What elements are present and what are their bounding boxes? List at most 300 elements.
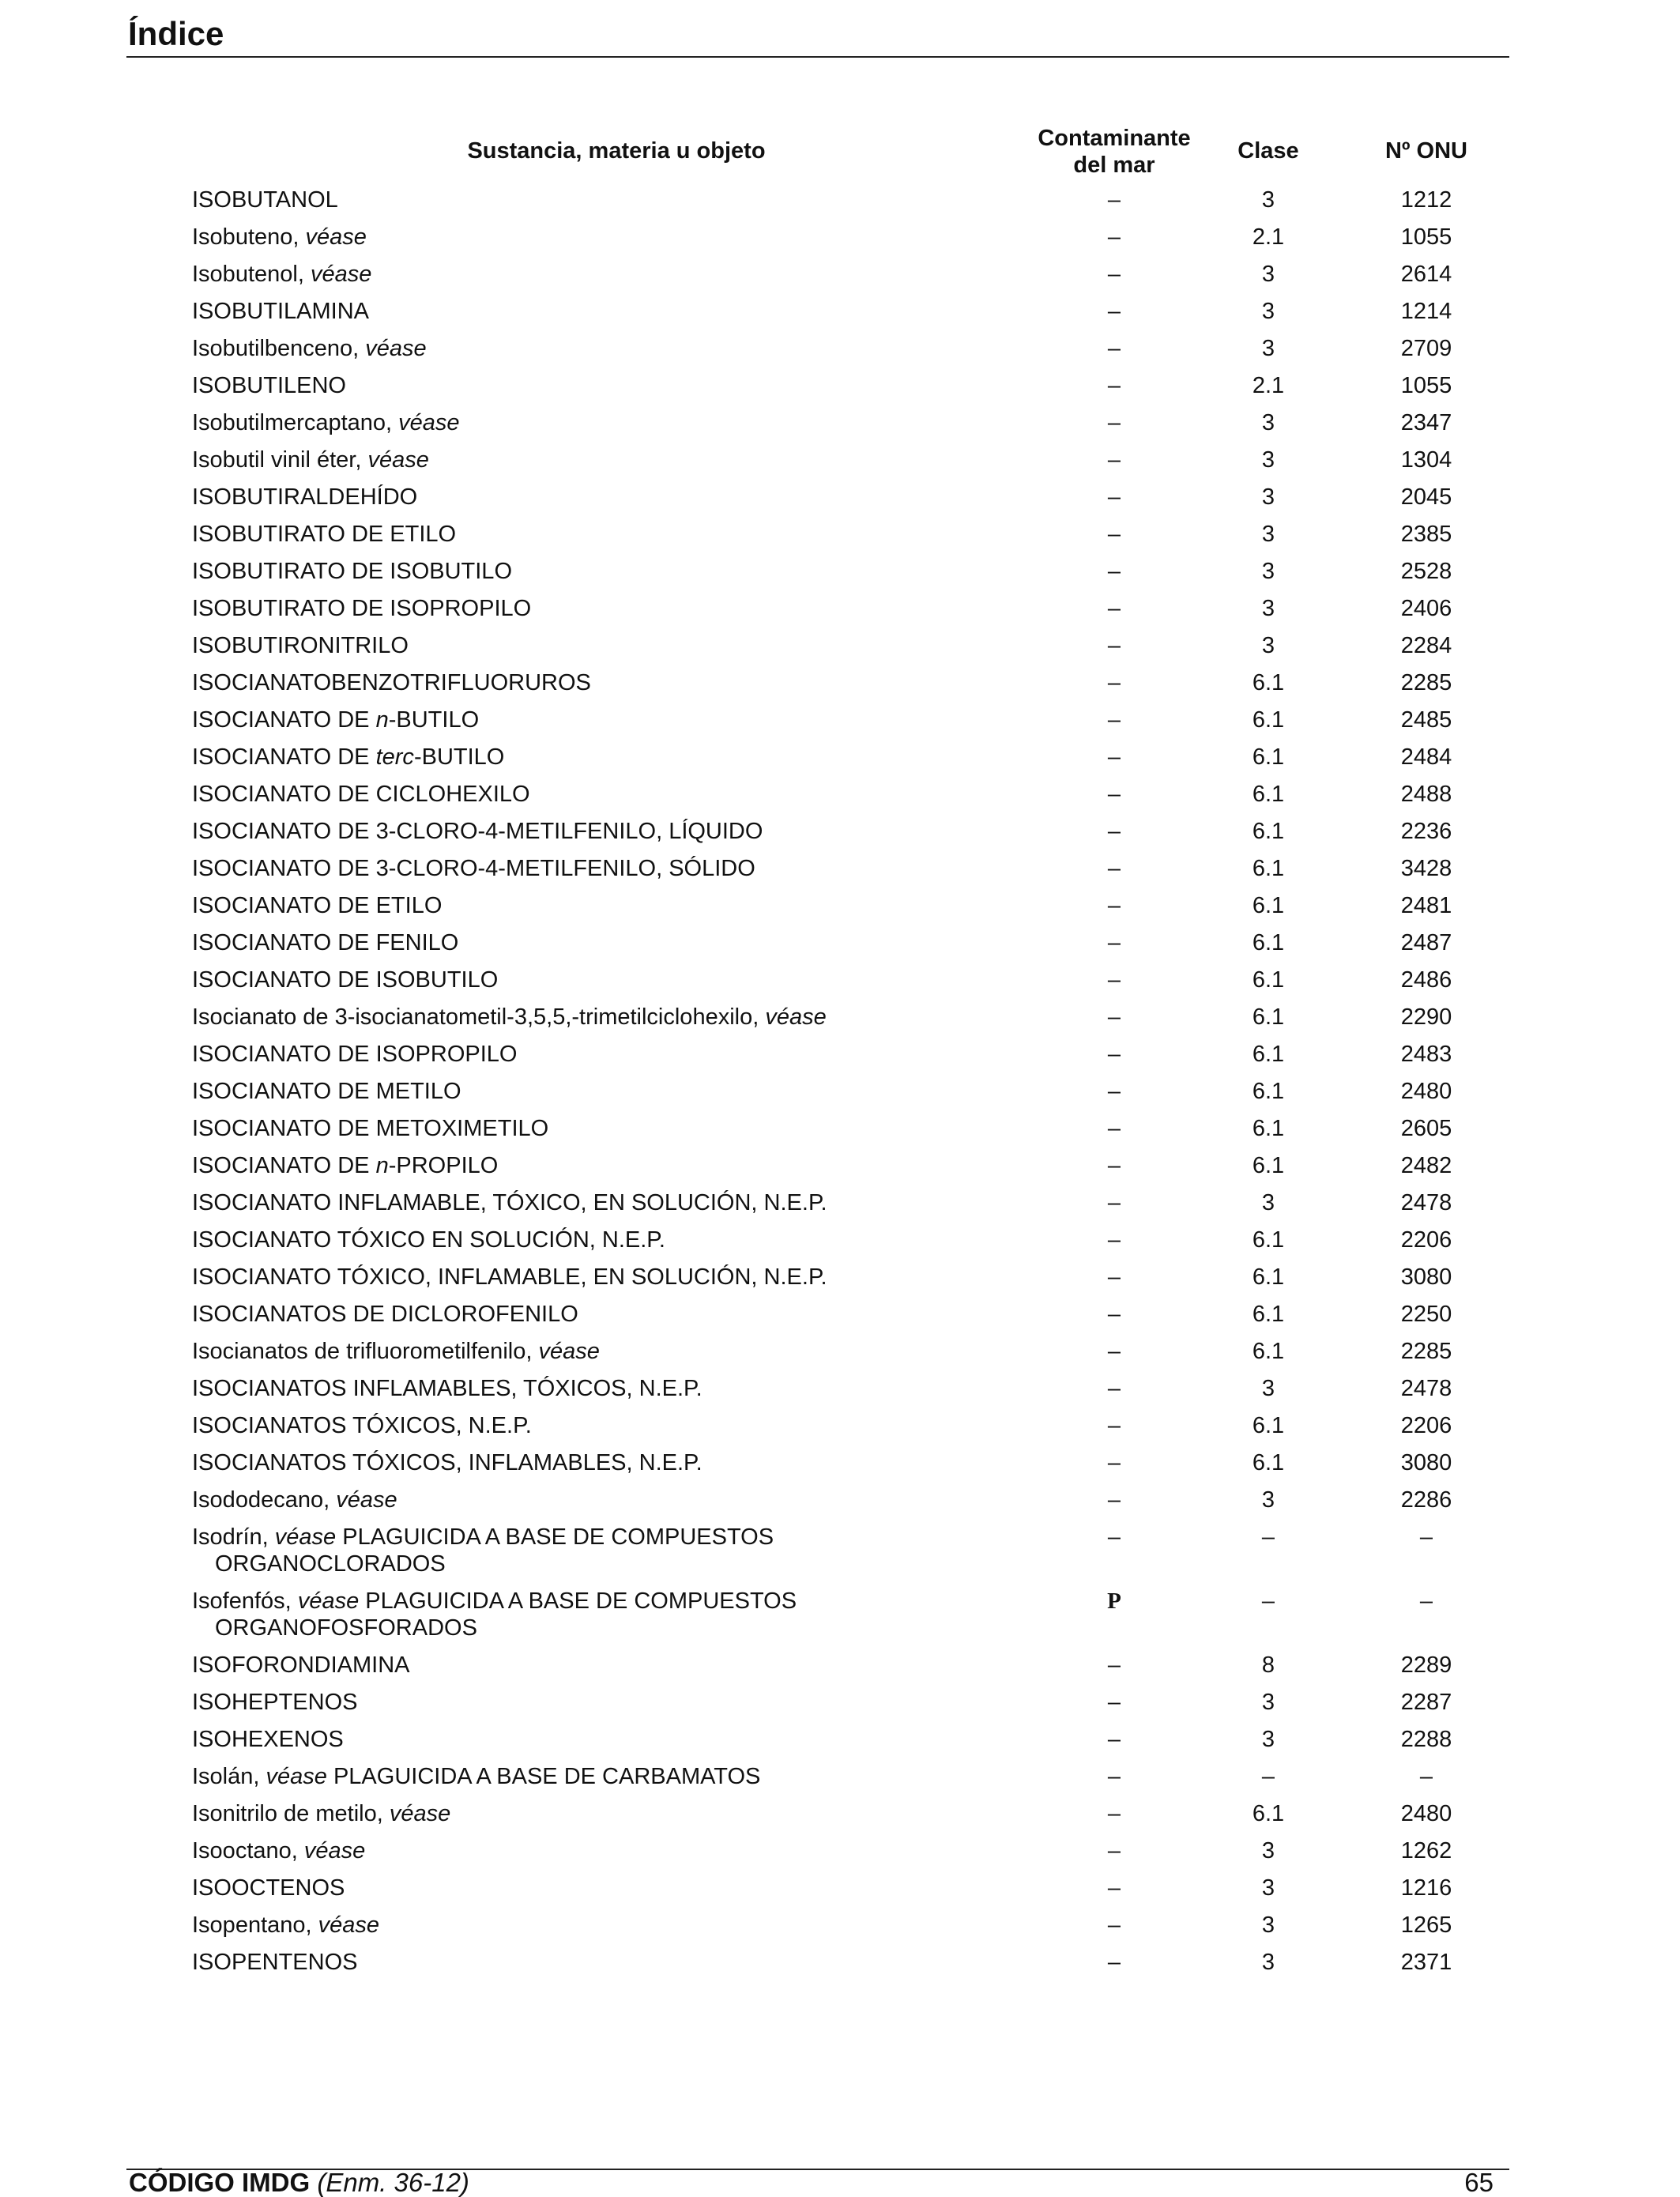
substance-name-text: ISOBUTILENO — [192, 373, 346, 398]
substance-name-text: ISOFORONDIAMINA — [192, 1652, 410, 1678]
marine-pollutant-cell: – — [1107, 1376, 1121, 1401]
un-number-cell: 1262 — [1400, 1838, 1452, 1863]
class-cell: 6.1 — [1252, 1413, 1285, 1438]
footer-code-name: CÓDIGO IMDG — [129, 2168, 311, 2197]
substance-name-text: ISOOCTENOS — [192, 1875, 345, 1901]
un-number-cell: 2481 — [1400, 893, 1452, 918]
table-row — [0, 1760, 1680, 1797]
column-header-pollutant — [1019, 125, 1209, 179]
class-cell: 3 — [1261, 1838, 1275, 1863]
un-number-cell: 2486 — [1400, 967, 1452, 993]
table-row — [0, 926, 1680, 963]
substance-name-suffix: PLAGUICIDA A BASE DE COMPUESTOS — [359, 1588, 797, 1614]
substance-name-italic: véase — [297, 1588, 360, 1614]
substance-name — [192, 335, 1014, 362]
column-header-substance: Sustancia, materia u objeto — [467, 138, 766, 164]
substance-name-suffix: PLAGUICIDA A BASE DE COMPUESTOS — [336, 1524, 774, 1550]
class-cell: 3 — [1261, 299, 1275, 324]
class-cell: 3 — [1261, 484, 1275, 510]
un-number-cell: 2045 — [1400, 484, 1452, 510]
substance-name-italic: véase — [398, 410, 460, 435]
marine-pollutant-cell: – — [1107, 299, 1121, 324]
substance-name-suffix: -BUTILO — [388, 707, 480, 733]
un-number-cell: 2485 — [1400, 707, 1452, 733]
table-row — [0, 1223, 1680, 1261]
class-cell: 6.1 — [1252, 744, 1285, 770]
table-row — [0, 629, 1680, 666]
un-number-cell: 2484 — [1400, 744, 1452, 770]
marine-pollutant-cell: – — [1107, 262, 1121, 287]
class-cell: 6.1 — [1252, 670, 1285, 695]
marine-pollutant-cell: – — [1107, 1690, 1121, 1715]
marine-pollutant-cell: – — [1107, 1912, 1121, 1938]
table-row — [0, 1649, 1680, 1686]
substance-name-text: ISOHEXENOS — [192, 1727, 344, 1752]
table-row — [0, 1409, 1680, 1446]
marine-pollutant-cell: – — [1107, 1838, 1121, 1863]
table-row — [0, 1446, 1680, 1483]
class-cell: 6.1 — [1252, 856, 1285, 881]
marine-pollutant-cell: – — [1107, 484, 1121, 510]
footer-amendment: (Enm. 36-12) — [317, 2168, 469, 2197]
marine-pollutant-cell: – — [1107, 1004, 1121, 1030]
un-number-cell: 2236 — [1400, 819, 1452, 844]
substance-name-italic: véase — [310, 262, 372, 287]
substance-name — [192, 632, 1014, 659]
class-cell: 3 — [1261, 1912, 1275, 1938]
class-cell: 3 — [1261, 336, 1275, 361]
class-cell: – — [1261, 1588, 1275, 1614]
un-number-cell: 2480 — [1400, 1079, 1452, 1104]
substance-name-text: ISOCIANATOS INFLAMABLES, TÓXICOS, N.E.P. — [192, 1376, 703, 1401]
substance-name-text: ISOCIANATO DE ISOBUTILO — [192, 967, 499, 993]
substance-name-italic: n — [375, 707, 389, 733]
marine-pollutant-cell: – — [1107, 1264, 1121, 1290]
un-number-cell: 2385 — [1400, 522, 1452, 547]
substance-name-text: ISOCIANATO DE FENILO — [192, 930, 459, 955]
table-row — [0, 369, 1680, 406]
substance-name — [192, 1449, 1014, 1476]
substance-name — [192, 187, 1014, 213]
table-row — [0, 740, 1680, 778]
marine-pollutant-cell: – — [1107, 856, 1121, 881]
un-number-cell: 1265 — [1400, 1912, 1452, 1938]
table-row — [0, 1038, 1680, 1075]
table-row — [0, 1585, 1680, 1649]
substance-name-text: ISOBUTIRATO DE ISOBUTILO — [192, 559, 512, 584]
substance-name-text: Isododecano, — [192, 1487, 337, 1513]
table-row — [0, 852, 1680, 889]
class-cell: 8 — [1261, 1652, 1275, 1678]
class-cell: 6.1 — [1252, 1339, 1285, 1364]
substance-name-text: ISOCIANATOS DE DICLOROFENILO — [192, 1302, 578, 1327]
table-row — [0, 889, 1680, 926]
un-number-cell: 1212 — [1400, 187, 1452, 213]
marine-pollutant-cell: – — [1107, 336, 1121, 361]
substance-name-text: ISOCIANATO DE 3-CLORO-4-METILFENILO, SÓLIDO — [192, 856, 755, 881]
substance-name-italic: véase — [305, 224, 367, 250]
marine-pollutant-cell: – — [1107, 967, 1121, 993]
substance-name — [192, 1115, 1014, 1142]
un-number-cell: 2614 — [1400, 262, 1452, 287]
substance-name — [192, 372, 1014, 399]
table-row — [0, 1909, 1680, 1946]
substance-name-text: ISOCIANATOBENZOTRIFLUORUROS — [192, 670, 591, 695]
class-cell: 6.1 — [1252, 1264, 1285, 1290]
class-cell: 2.1 — [1252, 373, 1285, 398]
un-number-cell: 2287 — [1400, 1690, 1452, 1715]
un-number-cell: 2290 — [1400, 1004, 1452, 1030]
table-row — [0, 555, 1680, 592]
substance-name — [192, 1949, 1014, 1976]
un-number-cell: 3080 — [1400, 1450, 1452, 1475]
marine-pollutant-cell: – — [1107, 224, 1121, 250]
marine-pollutant-cell: – — [1107, 1764, 1121, 1789]
page-number: 65 — [1464, 2168, 1494, 2197]
class-cell: 6.1 — [1252, 1004, 1285, 1030]
substance-name-text: ISOBUTIRONITRILO — [192, 633, 409, 658]
substance-name-text: ISOBUTIRATO DE ISOPROPILO — [192, 596, 532, 621]
substance-name-text: Isonitrilo de metilo, — [192, 1801, 390, 1826]
substance-name-suffix: -BUTILO — [413, 744, 505, 770]
marine-pollutant-cell: – — [1107, 930, 1121, 955]
substance-name-italic: véase — [318, 1912, 380, 1938]
substance-name-text: Isopentano, — [192, 1912, 318, 1938]
table-row — [0, 815, 1680, 852]
un-number-cell: 2285 — [1400, 670, 1452, 695]
substance-name — [192, 1078, 1014, 1105]
substance-name-text: ISOCIANATO DE — [192, 1153, 376, 1178]
substance-name-text: ISOCIANATO TÓXICO, INFLAMABLE, EN SOLUCIÓN, N.E.P. — [192, 1264, 827, 1290]
class-cell: 3 — [1261, 559, 1275, 584]
class-cell: 6.1 — [1252, 1042, 1285, 1067]
substance-name — [192, 1524, 1014, 1577]
substance-name-text: ISOCIANATO DE ISOPROPILO — [192, 1042, 518, 1067]
table-row — [0, 1797, 1680, 1834]
substance-name — [192, 1412, 1014, 1439]
substance-name-italic: véase — [303, 1838, 366, 1863]
table-row — [0, 1686, 1680, 1723]
table-row — [0, 1112, 1680, 1149]
class-cell: 3 — [1261, 1690, 1275, 1715]
table-row — [0, 1001, 1680, 1038]
un-number-cell: 2284 — [1400, 633, 1452, 658]
marine-pollutant-cell: – — [1107, 559, 1121, 584]
substance-name — [192, 1301, 1014, 1328]
un-number-cell: 1055 — [1400, 373, 1452, 398]
class-cell: 3 — [1261, 262, 1275, 287]
substance-name-suffix: PLAGUICIDA A BASE DE CARBAMATOS — [326, 1764, 761, 1789]
marine-pollutant-cell: – — [1107, 1042, 1121, 1067]
un-number-cell: 2528 — [1400, 559, 1452, 584]
header-rule — [126, 56, 1509, 58]
marine-pollutant-cell: – — [1107, 1227, 1121, 1253]
un-number-cell: – — [1419, 1764, 1433, 1789]
substance-name — [192, 1338, 1014, 1365]
substance-name-text: Isobutenol, — [192, 262, 311, 287]
substance-name — [192, 1041, 1014, 1068]
class-cell: 3 — [1261, 447, 1275, 473]
substance-name — [192, 224, 1014, 251]
marine-pollutant-cell: – — [1107, 744, 1121, 770]
table-row — [0, 1871, 1680, 1909]
un-number-cell: 2487 — [1400, 930, 1452, 955]
class-cell: 6.1 — [1252, 930, 1285, 955]
un-number-cell: 2483 — [1400, 1042, 1452, 1067]
substance-name-italic: véase — [365, 336, 427, 361]
substance-name-text: ISOBUTIRALDEHÍDO — [192, 484, 418, 510]
substance-name — [192, 298, 1014, 325]
un-number-cell: 2488 — [1400, 782, 1452, 807]
substance-name — [192, 1004, 1014, 1031]
substance-name-text: ISOCIANATO DE METOXIMETILO — [192, 1116, 549, 1141]
substance-name-text: Isooctano, — [192, 1838, 304, 1863]
un-number-cell: 2285 — [1400, 1339, 1452, 1364]
table-row — [0, 592, 1680, 629]
substance-name-text: ISOCIANATOS TÓXICOS, N.E.P. — [192, 1413, 532, 1438]
substance-name — [192, 484, 1014, 511]
class-cell: 3 — [1261, 1875, 1275, 1901]
class-cell: 6.1 — [1252, 893, 1285, 918]
table-row — [0, 1335, 1680, 1372]
un-number-cell: 2605 — [1400, 1116, 1452, 1141]
class-cell: 3 — [1261, 1190, 1275, 1215]
substance-name — [192, 1487, 1014, 1513]
un-number-cell: 1304 — [1400, 447, 1452, 473]
marine-pollutant-cell: – — [1107, 633, 1121, 658]
marine-pollutant-cell: – — [1107, 1801, 1121, 1826]
substance-name-text: ISOCIANATOS TÓXICOS, INFLAMABLES, N.E.P. — [192, 1450, 703, 1475]
class-cell: 6.1 — [1252, 1302, 1285, 1327]
class-cell: 6.1 — [1252, 819, 1285, 844]
table-row — [0, 703, 1680, 740]
marine-pollutant-cell: – — [1107, 1116, 1121, 1141]
substance-name — [192, 447, 1014, 473]
substance-name-text: ISOCIANATO DE 3-CLORO-4-METILFENILO, LÍQUIDO — [192, 819, 763, 844]
marine-pollutant-cell: – — [1107, 819, 1121, 844]
substance-name-italic: véase — [336, 1487, 397, 1513]
un-number-cell: 2286 — [1400, 1487, 1452, 1513]
table-row — [0, 220, 1680, 258]
substance-name-italic: n — [375, 1153, 389, 1178]
substance-name-text: Isobutilmercaptano, — [192, 410, 399, 435]
table-row — [0, 1723, 1680, 1760]
table-row — [0, 963, 1680, 1001]
marine-pollutant-cell: – — [1107, 1487, 1121, 1513]
column-header-pollutant-line1: Contaminante — [1038, 126, 1191, 151]
marine-pollutant-cell: – — [1107, 1079, 1121, 1104]
table-row — [0, 666, 1680, 703]
un-number-cell: 3428 — [1400, 856, 1452, 881]
un-number-cell: 2206 — [1400, 1227, 1452, 1253]
un-number-cell: 2347 — [1400, 410, 1452, 435]
class-cell: 3 — [1261, 596, 1275, 621]
substance-name — [192, 855, 1014, 882]
table-row — [0, 1483, 1680, 1521]
class-cell: 6.1 — [1252, 1079, 1285, 1104]
marine-pollutant-cell: – — [1107, 447, 1121, 473]
table-row — [0, 1261, 1680, 1298]
substance-name-text: ISOCIANATO DE METILO — [192, 1079, 461, 1104]
substance-name — [192, 929, 1014, 956]
substance-name-continuation: ORGANOCLORADOS — [215, 1551, 446, 1577]
un-number-cell: 2250 — [1400, 1302, 1452, 1327]
substance-name — [192, 781, 1014, 808]
un-number-cell: 2478 — [1400, 1376, 1452, 1401]
substance-name-italic: véase — [367, 447, 429, 473]
marine-pollutant-cell: – — [1107, 670, 1121, 695]
page-title: Índice — [128, 15, 224, 52]
table-row — [0, 1298, 1680, 1335]
marine-pollutant-cell: – — [1107, 1302, 1121, 1327]
table-row — [0, 480, 1680, 518]
un-number-cell: 2406 — [1400, 596, 1452, 621]
substance-name-italic: véase — [538, 1339, 600, 1364]
class-cell: 3 — [1261, 187, 1275, 213]
class-cell: 3 — [1261, 1950, 1275, 1975]
class-cell: 3 — [1261, 1487, 1275, 1513]
substance-name-text: Isolán, — [192, 1764, 266, 1789]
marine-pollutant-cell: – — [1107, 1875, 1121, 1901]
substance-name-text: Isocianato de 3-isocianatometil-3,5,5,-trimetilciclohexilo, — [192, 1004, 766, 1030]
substance-name-text: ISOBUTILAMINA — [192, 299, 369, 324]
substance-name-text: Isobutil vinil éter, — [192, 447, 368, 473]
substance-name-text: ISOBUTIRATO DE ETILO — [192, 522, 457, 547]
un-number-cell: 2288 — [1400, 1727, 1452, 1752]
substance-name — [192, 818, 1014, 845]
un-number-cell: 1055 — [1400, 224, 1452, 250]
un-number-cell: 2371 — [1400, 1950, 1452, 1975]
substance-name-text: ISOPENTENOS — [192, 1950, 358, 1975]
un-number-cell: 1216 — [1400, 1875, 1452, 1901]
substance-name — [192, 1912, 1014, 1939]
substance-name — [192, 669, 1014, 696]
class-cell: 6.1 — [1252, 1801, 1285, 1826]
substance-name-italic: véase — [274, 1524, 337, 1550]
marine-pollutant-cell: – — [1107, 707, 1121, 733]
table-row — [0, 443, 1680, 480]
table-row — [0, 1186, 1680, 1223]
substance-name-text: ISOCIANATO TÓXICO EN SOLUCIÓN, N.E.P. — [192, 1227, 665, 1253]
class-cell: – — [1261, 1764, 1275, 1789]
marine-pollutant-cell: – — [1107, 1524, 1121, 1550]
un-number-cell: 2482 — [1400, 1153, 1452, 1178]
marine-pollutant-cell: – — [1107, 1652, 1121, 1678]
substance-name — [192, 261, 1014, 288]
substance-name-text: Isocianatos de trifluorometilfenilo, — [192, 1339, 539, 1364]
substance-name — [192, 1875, 1014, 1901]
substance-name-italic: véase — [765, 1004, 827, 1030]
substance-name — [192, 409, 1014, 436]
substance-name — [192, 595, 1014, 622]
substance-name — [192, 1588, 1014, 1641]
class-cell: 6.1 — [1252, 1116, 1285, 1141]
marine-pollutant-cell: – — [1107, 1950, 1121, 1975]
column-header-pollutant-line2: del mar — [1073, 153, 1155, 178]
substance-name-italic: terc — [375, 744, 414, 770]
marine-pollutant-cell: – — [1107, 1413, 1121, 1438]
table-row — [0, 1834, 1680, 1871]
table-row — [0, 1521, 1680, 1585]
marine-pollutant-cell: – — [1107, 1727, 1121, 1752]
class-cell: 2.1 — [1252, 224, 1285, 250]
marine-pollutant-cell: – — [1107, 1339, 1121, 1364]
substance-name-suffix: -PROPILO — [388, 1153, 499, 1178]
substance-name-text: Isobuteno, — [192, 224, 306, 250]
table-row — [0, 183, 1680, 220]
class-cell: 6.1 — [1252, 1450, 1285, 1475]
substance-name-text: Isodrín, — [192, 1524, 275, 1550]
substance-name — [192, 1375, 1014, 1402]
un-number-cell: 2289 — [1400, 1652, 1452, 1678]
table-row — [0, 406, 1680, 443]
substance-name-text: ISOCIANATO INFLAMABLE, TÓXICO, EN SOLUCIÓN, N.E.P. — [192, 1190, 827, 1215]
table-row — [0, 518, 1680, 555]
substance-name-text: ISOCIANATO DE CICLOHEXILO — [192, 782, 530, 807]
table-row — [0, 1149, 1680, 1186]
substance-name — [192, 1800, 1014, 1827]
un-number-cell: 1214 — [1400, 299, 1452, 324]
substance-name — [192, 1763, 1014, 1790]
table-row — [0, 1946, 1680, 1983]
substance-name-italic: véase — [266, 1764, 327, 1789]
table-row — [0, 295, 1680, 332]
class-cell: 3 — [1261, 1727, 1275, 1752]
un-number-cell: 2709 — [1400, 336, 1452, 361]
marine-pollutant-cell: – — [1107, 1153, 1121, 1178]
table-row — [0, 332, 1680, 369]
class-cell: 6.1 — [1252, 1153, 1285, 1178]
un-number-cell: 3080 — [1400, 1264, 1452, 1290]
marine-pollutant-cell: – — [1107, 373, 1121, 398]
marine-pollutant-cell: – — [1107, 596, 1121, 621]
column-header-un-number: Nº ONU — [1384, 138, 1468, 164]
un-number-cell: 2478 — [1400, 1190, 1452, 1215]
substance-name — [192, 1189, 1014, 1216]
marine-pollutant-cell: – — [1107, 782, 1121, 807]
class-cell: 6.1 — [1252, 967, 1285, 993]
table-row — [0, 778, 1680, 815]
class-cell: 6.1 — [1252, 707, 1285, 733]
substance-name-italic: véase — [389, 1801, 451, 1826]
marine-pollutant-cell: – — [1107, 1190, 1121, 1215]
marine-pollutant-cell: P — [1107, 1588, 1121, 1614]
substance-name-continuation: ORGANOFOSFORADOS — [215, 1615, 477, 1641]
substance-name-text: Isobutilbenceno, — [192, 336, 366, 361]
class-cell: 6.1 — [1252, 782, 1285, 807]
substance-name — [192, 521, 1014, 548]
class-cell: 6.1 — [1252, 1227, 1285, 1253]
marine-pollutant-cell: – — [1107, 187, 1121, 213]
substance-name — [192, 967, 1014, 993]
class-cell: – — [1261, 1524, 1275, 1550]
substance-name — [192, 1652, 1014, 1679]
marine-pollutant-cell: – — [1107, 410, 1121, 435]
substance-name — [192, 1152, 1014, 1179]
class-cell: 3 — [1261, 410, 1275, 435]
marine-pollutant-cell: – — [1107, 893, 1121, 918]
class-cell: 3 — [1261, 633, 1275, 658]
substance-name-text: ISOCIANATO DE ETILO — [192, 893, 443, 918]
footer-code — [129, 2168, 469, 2197]
table-row — [0, 258, 1680, 295]
marine-pollutant-cell: – — [1107, 522, 1121, 547]
un-number-cell: 2480 — [1400, 1801, 1452, 1826]
substance-name — [192, 707, 1014, 733]
index-table — [0, 183, 1680, 1983]
substance-name — [192, 1264, 1014, 1291]
substance-name-text: ISOBUTANOL — [192, 187, 338, 213]
